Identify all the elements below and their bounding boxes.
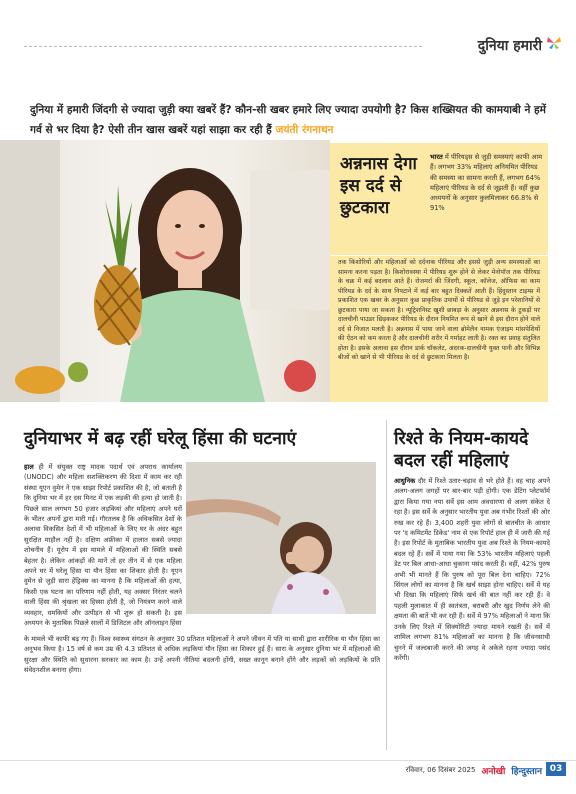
story2-body-continued: के मामले भी काफी बढ़ गए हैं। विश्व स्वास्थ्य संगठन के अनुसार 30 प्रतिशत महिलाओं ने अपने जीवन में पति या साथी द्वारा शारीरिक या यौन हिंसा का अनुभव किया है। 15 वर्ष से कम उम्र की 4.3 प्रतिशत से अधिक लड़कियां यौन हिंसा का शिकार हुई हैं। सारा के अनुसार दुनिया भर में महिलाओं की सुरक्षा और स्थिति को सुधारना सरकार का काम है। उन्हें अपनी नीतियां बदलनी होंगी, सख्त कानून बनाने होंगे और लड़कों को लड़कियों के प्रति संवेदनशील बनाना होगा। <box>24 635 380 675</box>
footer-divider <box>0 760 576 761</box>
footer <box>406 764 542 777</box>
story2-title: दुनियाभर में बढ़ रहीं घरेलू हिंसा की घटनाएं <box>24 429 297 449</box>
story3-title: रिश्ते के नियम-कायदे बदल रहीं महिलाएं <box>394 429 529 471</box>
domestic-violence-photo <box>186 462 376 614</box>
brand-anokhi-logo: अनोखी <box>481 767 506 777</box>
author-name: जयंती रंगनाथन <box>275 124 334 136</box>
story3-lead: आधुनिक <box>394 477 416 485</box>
footer-date: रविवार, 06 दिसंबर 2025 <box>405 766 476 774</box>
butterfly-icon <box>546 36 562 50</box>
story2-body: ही में संयुक्त राष्ट्र मादक पदार्थ एवं अपराध कार्यालय (UNODC) और महिला सशक्तिकरण की दिशा में काम कर रही संस्था यूएन वुमेन ने एक साझा रिपोर्ट प्रकाशित की है, जो बताती है कि दुनिया भर में हर दस मिनट में एक लड़की की हत्या हो जाती है। पिछले साल लगभग 50 हजार लड़कियां और महिलाएं अपने घरों के भीतर अपनों द्वारा मारी गईं। गौरतलब है कि अविकसित देशों के अलावा विकसित देशों में भी महिलाओं के लिए घर के अंदर बहुत सुरक्षित माहौल नहीं है। दक्षिण अफ्रीका में हालात सबसे ज्यादा शोचनीय हैं। यूरोप में इस मामले में महिलाओं की स्थिति सबसे बेहतर है। लेकिन आंकड़ों की मानें तो हर तीन में से एक महिला अपने घर में घरेलू हिंसा या यौन हिंसा का शिकार होती है। यूएन वुमेन से जुड़ी सारा हेंड्रिक्स का मानना है कि महिलाओं की हत्या, किसी एक घटना का परिणाम नहीं होती, यह अक्सर निरंतर चलने वाली हिंसा की श्रृंखला का हिस्सा होती है, जो नियंत्रण करने वाले व्यवहार, धमकियों और उत्पीड़न से भी शुरू हो सकती है। इस अध्ययन के मुताबिक पिछले सालों में डिजिटल और ऑनलाइन हिंसा <box>24 463 182 628</box>
story1-body: तक किशोरियों और महिलाओं को दर्दनाक पीरियड और इससे जुड़ी अन्य समस्याओं का सामना करना पड़ता है। किशोरावस्था में पीरियड शुरू होने से लेकर मेनोपॉज तक पीरियड के चक्र में कई बदलाव आते हैं। रोजमर्रा की जिंदगी, स्कूल, कॉलेज, ऑफिस का काम पीरियड के दर्द के साथ निपटाने में कई बार बहुत दिक्कतें आती हैं। हिंदुस्तान टाइम्स में प्रकाशित एक खबर के अनुसार कुछ प्राकृतिक उपायों से पीरियड से जुड़े इन परेशानियों से छुटकारा पाया जा सकता है। न्यूट्रिशनिस्ट खुशी छाबड़ा के अनुसार अन्ननास के टुकड़ों पर दालचीनी पाउडर छिड़ककर पीरियड के दौरान नियमित रूप से खाने से इस दौरान होने वाले दर्द से निजात मलती है। अन्ननास में पाया जाने वाला ब्रोमेलैन नामक एंजाइम मांसपेशियों की ऐंठन को कम करता है और दालचीनी शरीर में गर्माहट लाती है। रक्त का प्रवाह संतुलित होता है। इसके अलावा इस दौरान डार्क चॉकलेट, अदरक-दालचीनी युक्त पानी और विभिन्न बीजों को खाने से भी पीरियड के दर्द से छुटकारा मिलता है। <box>338 259 540 361</box>
story1-side-lead: भारत <box>430 153 443 161</box>
story1-side-text <box>430 152 544 214</box>
woman-with-pineapple-photo <box>0 140 330 402</box>
page-number: 03 <box>546 762 566 776</box>
story2-body-col1 <box>24 462 182 634</box>
brand-hindustan-logo: हिन्दुस्तान <box>511 767 542 777</box>
story1-side-body: में पीरियड्स से जुड़ी समस्याएं काफी आम हैं। लगभग 33% महिलाएं अनियमित पीरियड की समस्या का सामना करती हैं, लगभग 64% महिलाएं पीरियड के दर्द से जूझती हैं। वहीं कुछ अध्ययनों के अनुसार कुलमिलाकर 66.8% से 91% <box>430 153 543 213</box>
header-divider <box>24 46 422 47</box>
intro-text <box>30 100 550 140</box>
story2-lead: हाल <box>24 463 34 471</box>
intro-body: दुनिया में हमारी जिंदगी से ज्यादा जुड़ी क्या खबरें हैं? कौन-सी खबर हमारे लिए ज्यादा उपयोगी है? किस शख्सियत की कामयाबी ने हमें गर्व से भर दिया है? ऐसी तीन खास खबरें यहां साझा कर रही हैं <box>30 104 546 136</box>
story1-title: अन्ननास देगा इस दर्द से छुटकारा <box>340 154 417 218</box>
story2-body-cont <box>24 634 380 752</box>
photo2-illustration <box>186 462 376 614</box>
photo-illustration <box>0 140 330 402</box>
story1-body-box <box>330 256 548 402</box>
story3-body: दौर में रिश्ते उतार-चढ़ाव से भरे होते हैं। वह चाह अपने अलग-अलग जगहों पर बार-बार पड़ी होगी। एक डेटिंग प्लेटफॉर्म द्वारा किया गया नया सर्वे इस आम अवधारणा से अलग संकेत दे रहा है। इस सर्वे के अनुसार भारतीय युवा अब गंभीर रिश्तों की ओर रुख कर रहे हैं। 3,400 शहरी युवा लोगों से बातचीत के आधार पर 'द कमिटमेंट डिकेड' नाम से एक रिपोर्ट हाल ही में जारी की गई है। इस रिपोर्ट के मुताबिक भारतीय युवा अब रिश्ते के नियम-कायदे बदल रहे हैं। सर्वे में पाया गया कि 53% भारतीय महिलाएं पहली डेट पर बिल आधा-आधा चुकाना पसंद करती हैं। वहीं, 42% पुरुष अभी भी मानते हैं कि पुरुष को पूरा बिल देना चाहिए। 72% सिंगल लोगों का मानना है कि खर्च साझा होना चाहिए। सर्वे में यह भी दिखा कि महिलाएं सिर्फ खर्च की बात नहीं कर रही हैं। वे पहली मुलाकात में ही स्वतंत्रता, बराबरी और खुद निर्णय लेने की क्षमता की बातें भी कर रही हैं। सर्वे में 97% महिलाओं ने माना कि उनके लिए रिश्ते में सिक्योरिटी ज्यादा मायने रखती है। सर्वे में शामिल लगभग 81% महिलाओं का मानना है कि जीवनसाथी चुनने में जल्दबाजी करने की जगह वे अकेले रहना ज्यादा पसंद करेंगी। <box>394 477 550 662</box>
story3-body-col <box>394 476 550 752</box>
section-title: दुनिया हमारी <box>477 38 542 54</box>
column-divider <box>386 420 387 750</box>
